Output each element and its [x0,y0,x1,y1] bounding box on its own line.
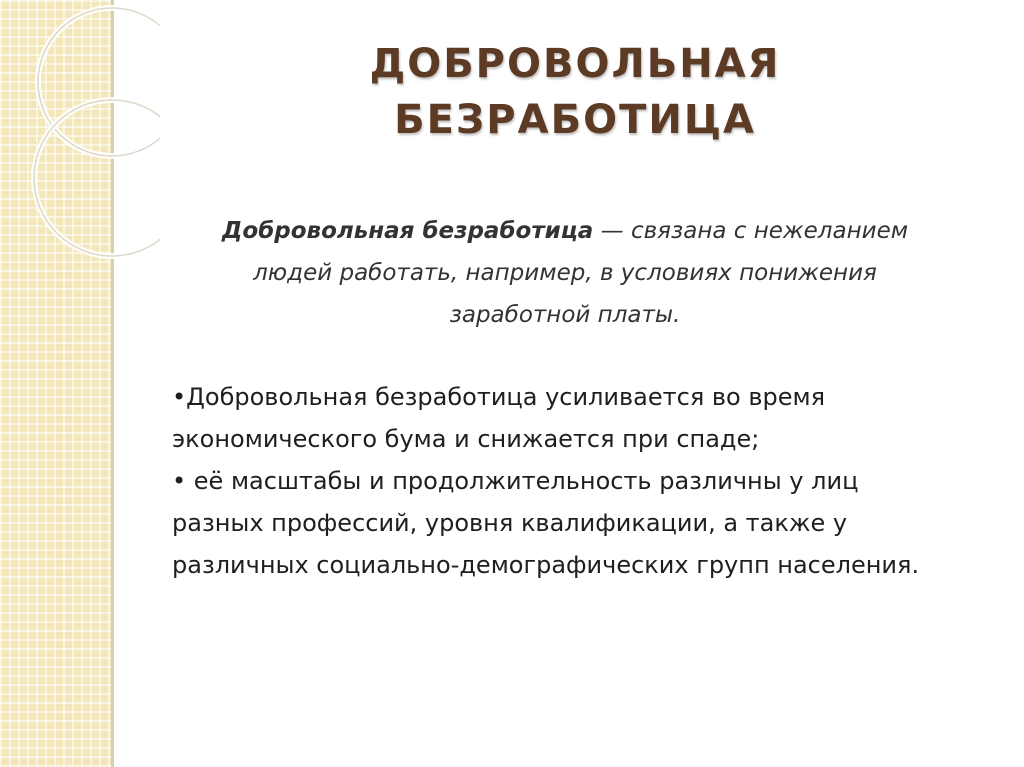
decorative-rings-icon [0,0,160,260]
page-title [200,36,950,148]
title-line-1: ДОБРОВОЛЬНАЯ [369,41,781,87]
bullet-item-1: •Добровольная безработица усиливается во время экономического бума и снижается при спаде; [172,383,826,453]
bullet-list [172,376,942,586]
bullet-item-2: • её масштабы и продолжительность различны у лиц разных профессий, уровня квалификации, а также у различных социально-демографических групп населения. [172,467,920,579]
title-line-2: БЕЗРАБОТИЦА [394,97,756,143]
definition-paragraph [215,210,915,336]
definition-text: — связана с нежеланием людей работать, например, в условиях понижения заработной платы. [253,218,909,328]
definition-term: Добровольная безработица [221,218,594,244]
